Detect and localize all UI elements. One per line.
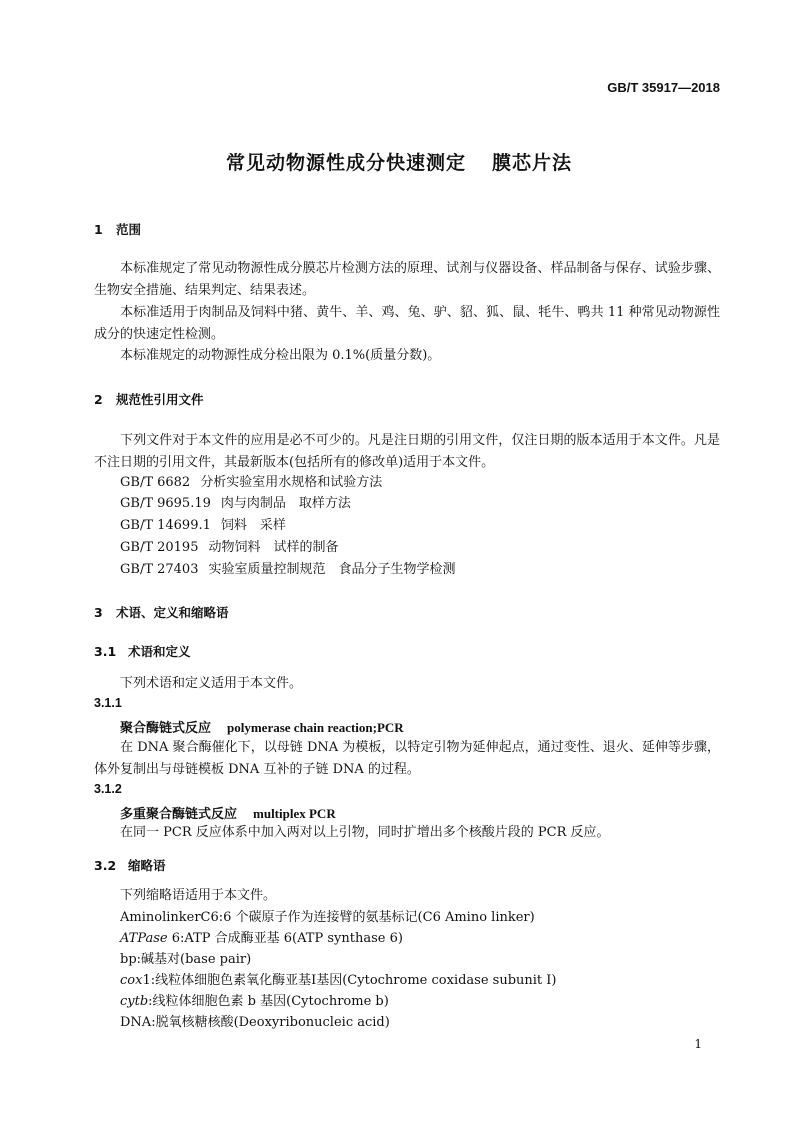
term-3-1-2-entry: [120, 803, 336, 822]
abbreviation-definition: :脱氧核糖核酸(Deoxyribonucleic acid): [151, 1015, 390, 1030]
reference-title: 肉与肉制品 取样方法: [220, 496, 351, 511]
abbreviation: bp: [120, 952, 137, 967]
reference-item: [120, 473, 382, 493]
section-title: 术语、定义和缩略语: [116, 605, 229, 620]
section-1-heading: [94, 220, 141, 238]
abbreviation-item: [120, 992, 389, 1012]
term-english: polymerase chain reaction;PCR: [227, 720, 404, 735]
abbreviation: AminolinkerC6: [120, 910, 219, 925]
section-number: 2: [94, 392, 103, 407]
title-part2: 膜芯片法: [492, 152, 573, 174]
paragraph-text: 本标准规定的动物源性成分检出限为 0.1%(质量分数)。: [120, 348, 441, 363]
term-3-1-1-number: 3.1.1: [94, 696, 122, 710]
definition-text: 在 DNA 聚合酶催化下，以母链 DNA 为模板，以特定引物为延伸起点，通过变性、退火、延伸等步骤，体外复制出与母链模板 DNA 互补的子链 DNA 的过程。: [94, 740, 720, 777]
reference-item: [120, 516, 286, 536]
section-title: 规范性引用文件: [116, 392, 204, 407]
abbreviation-item: [120, 971, 557, 991]
subsection-3-1-intro: 下列术语和定义适用于本文件。: [120, 676, 303, 691]
reference-code: GB/T 9695.19: [120, 496, 211, 511]
abbreviation-item: [120, 929, 403, 949]
subsection-title: 缩略语: [128, 858, 166, 873]
reference-code: GB/T 27403: [120, 562, 199, 577]
abbreviation-definition: :碱基对(base pair): [136, 952, 252, 967]
reference-code: GB/T 20195: [120, 540, 199, 555]
paragraph-text: 下列文件对于本文件的应用是必不可少的。凡是注日期的引用文件，仅注日期的版本适用于本文件。凡是不注日期的引用文件，其最新版本(包括所有的修改单)适用于本文件。: [94, 433, 720, 470]
term-3-1-1-definition: [94, 737, 720, 781]
abbreviation: ATPase: [120, 931, 168, 946]
term-chinese: 多重聚合酶链式反应: [120, 807, 238, 822]
abbreviation: cox: [120, 973, 143, 988]
section-number: 1: [94, 222, 103, 237]
standard-number: GB/T 35917—2018: [607, 80, 720, 95]
section-2-intro: [94, 430, 720, 474]
section-3-heading: [94, 603, 229, 621]
abbreviation-definition: :线粒体细胞色素 b 基因(Cytochrome b): [148, 994, 389, 1009]
subsection-3-2-intro: 下列缩略语适用于本文件。: [120, 888, 277, 903]
reference-item: [120, 494, 351, 514]
reference-code: GB/T 14699.1: [120, 518, 211, 533]
reference-title: 分析实验室用水规格和试验方法: [200, 475, 383, 490]
section-1-paragraph-3: [94, 345, 720, 367]
subsection-3-2-heading: [94, 856, 166, 874]
section-2-heading: [94, 390, 204, 408]
abbreviation-item: [120, 1013, 390, 1033]
abbreviation-item: [120, 908, 535, 928]
section-number: 3: [94, 605, 103, 620]
abbreviation: DNA: [120, 1015, 152, 1030]
reference-item: [120, 560, 456, 580]
subsection-title: 术语和定义: [128, 644, 191, 659]
term-english: multiplex PCR: [253, 806, 336, 821]
reference-code: GB/T 6682: [120, 475, 191, 490]
term-3-1-1-entry: [120, 717, 404, 736]
abbreviation-definition: 6:ATP 合成酶亚基 6(ATP synthase 6): [167, 931, 403, 946]
paragraph-text: 本标准适用于肉制品及饲料中猪、黄牛、羊、鸡、兔、驴、貂、狐、鼠、牦牛、鸭共 11 种常见动物源性成分的快速定性检测。: [94, 305, 720, 342]
title-part1: 常见动物源性成分快速测定: [225, 152, 466, 174]
term-3-1-2-number: 3.1.2: [94, 782, 122, 796]
document-title: [0, 148, 798, 175]
paragraph-text: 本标准规定了常见动物源性成分膜芯片检测方法的原理、试剂与仪器设备、样品制备与保存、试验步骤、生物安全措施、结果判定、结果表述。: [94, 261, 720, 298]
subsection-number: 3.2: [94, 858, 117, 873]
page-number: 1: [694, 1037, 702, 1051]
term-chinese: 聚合酶链式反应: [120, 721, 212, 736]
section-1-paragraph-1: [94, 258, 720, 302]
abbreviation-definition: 1:线粒体细胞色素氧化酶亚基Ⅰ基因(Cytochrome coxidase subunit Ⅰ): [142, 973, 557, 988]
reference-item: [120, 538, 339, 558]
reference-title: 实验室质量控制规范 食品分子生物学检测: [208, 562, 456, 577]
abbreviation-definition: :6 个碳原子作为连接臂的氨基标记(C6 Amino linker): [218, 910, 535, 925]
subsection-3-1-heading: [94, 642, 191, 660]
section-1-paragraph-2: [94, 302, 720, 346]
section-title: 范围: [116, 222, 142, 237]
abbreviation: cytb: [120, 994, 149, 1009]
reference-title: 动物饲料 试样的制备: [208, 540, 339, 555]
reference-title: 饲料 采样: [220, 518, 286, 533]
subsection-number: 3.1: [94, 644, 117, 659]
term-3-1-2-definition: 在同一 PCR 反应体系中加入两对以上引物，同时扩增出多个核酸片段的 PCR 反应。: [120, 825, 610, 840]
abbreviation-item: [120, 950, 251, 970]
